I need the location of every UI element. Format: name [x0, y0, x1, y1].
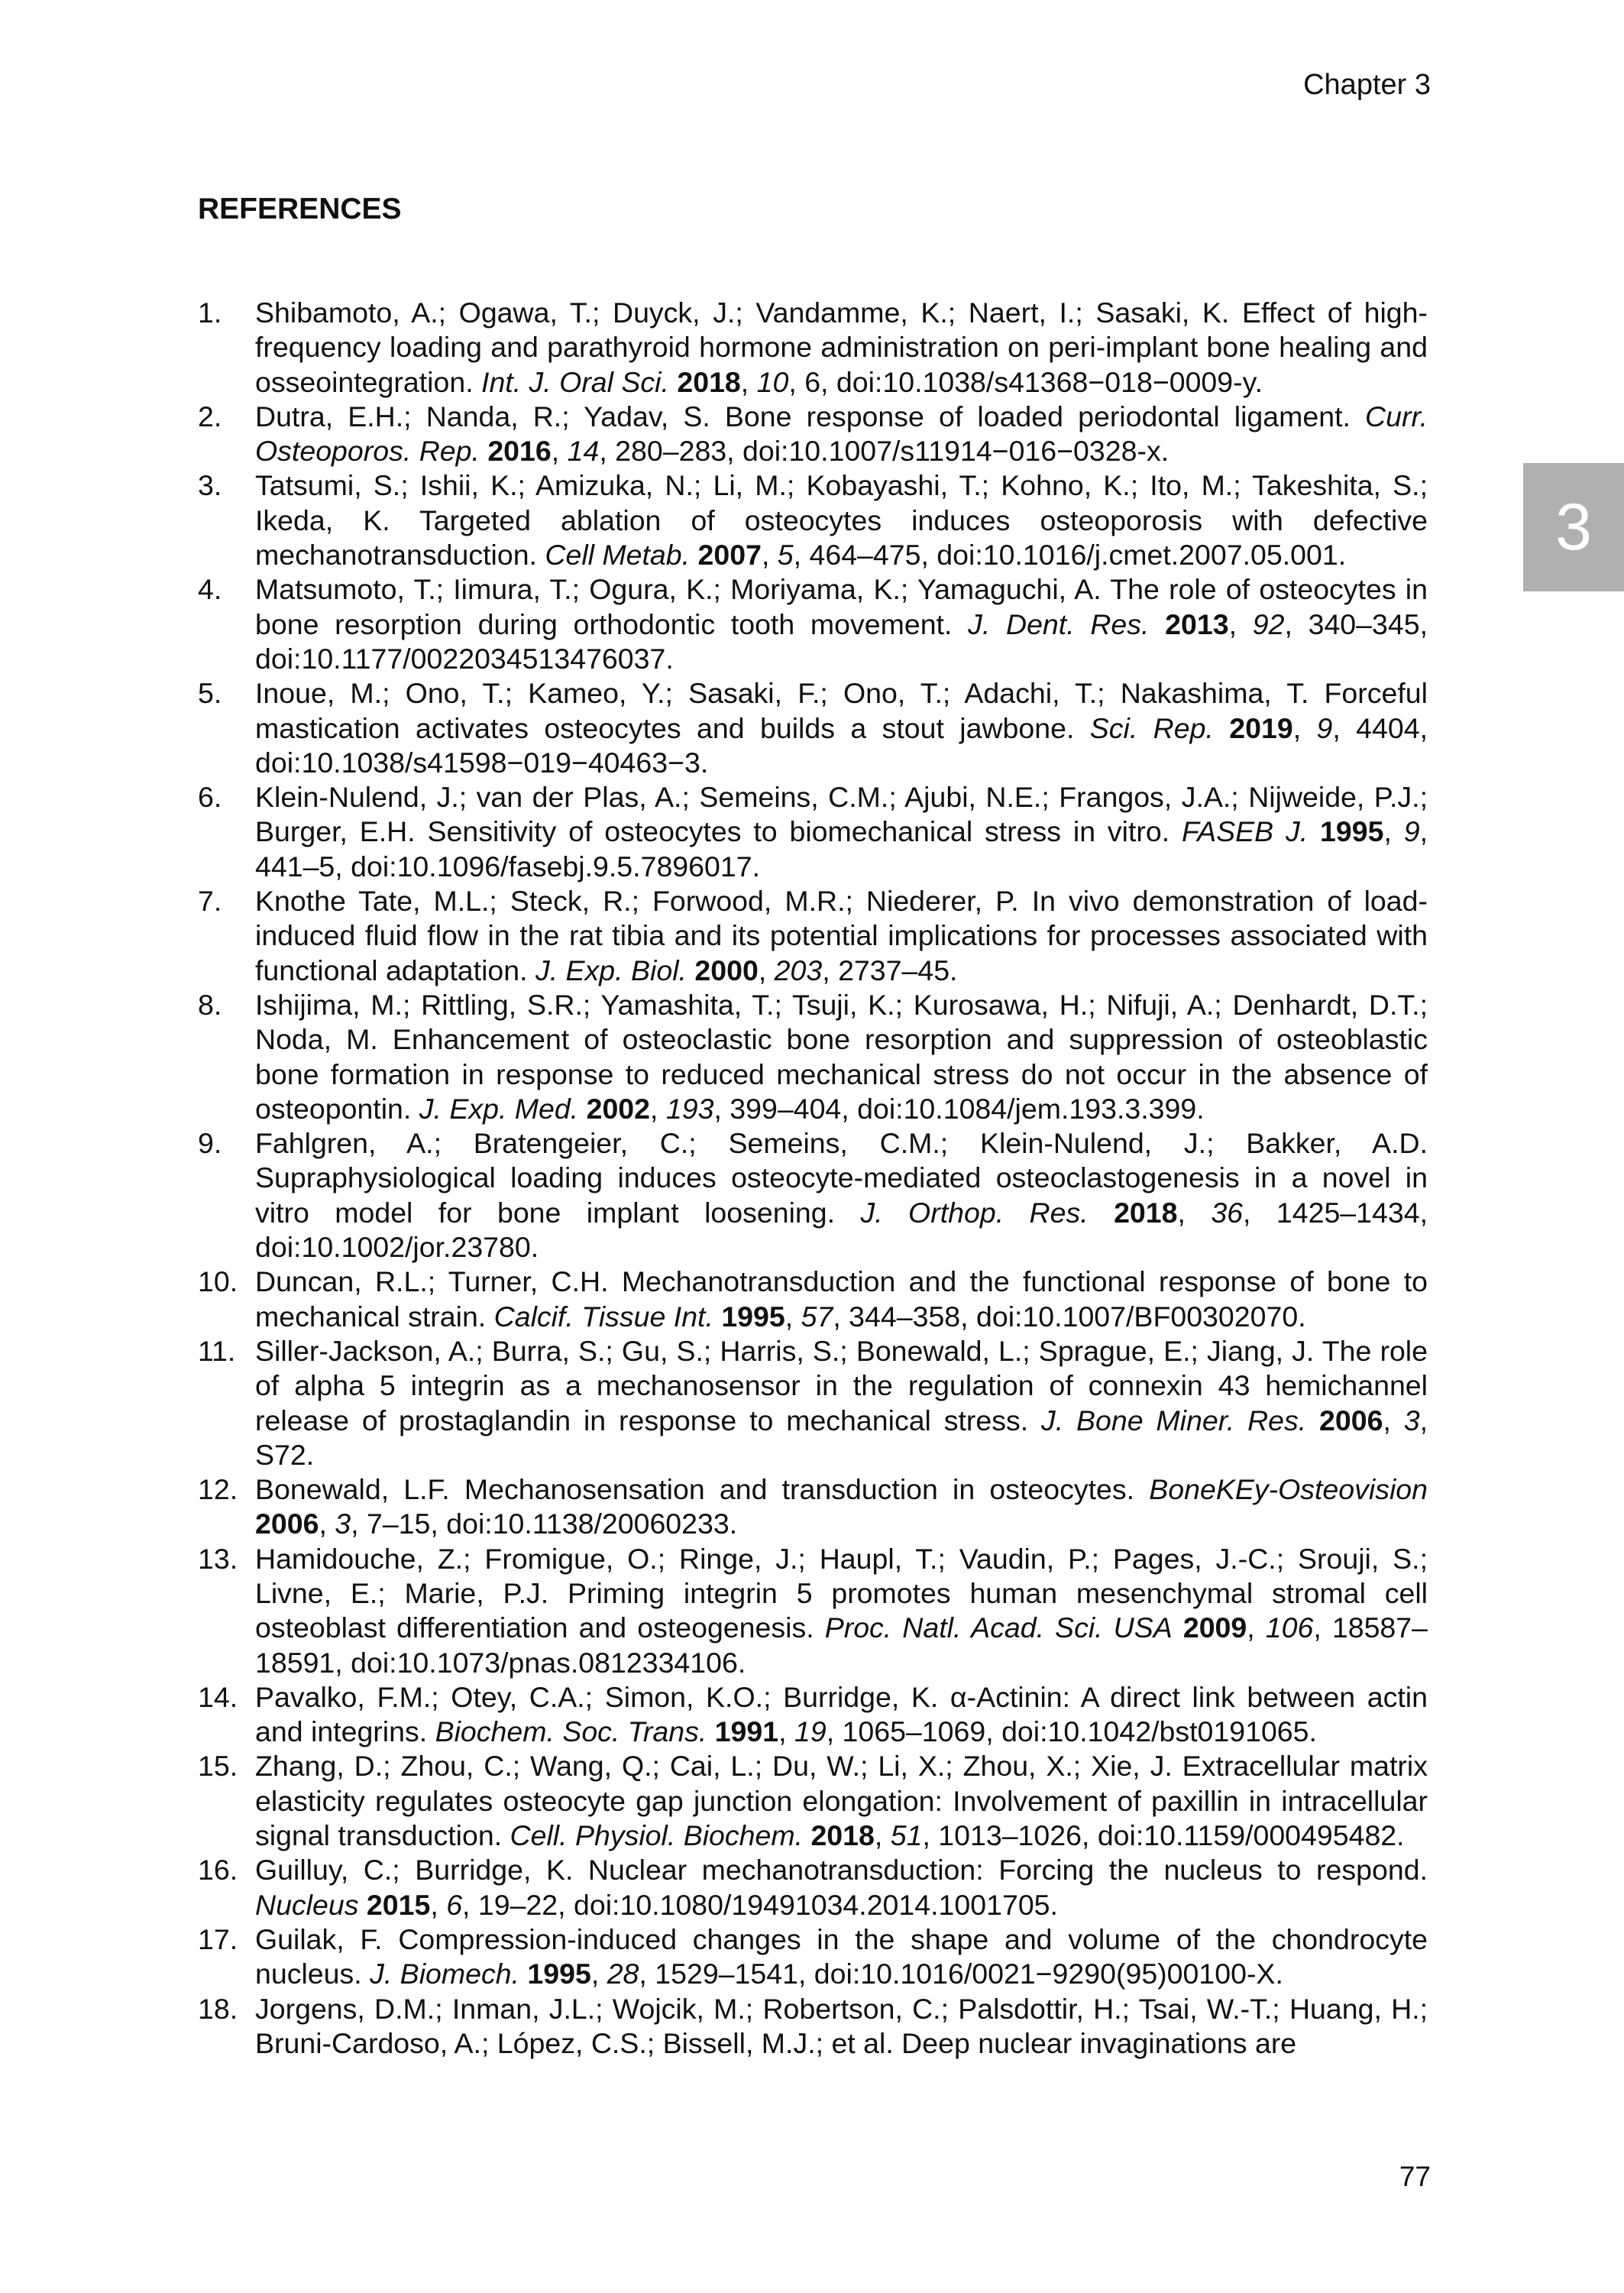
reference-journal-or-volume: J. Biomech.: [370, 1958, 519, 1990]
reference-segment: ,: [778, 1715, 794, 1748]
references-heading: REFERENCES: [198, 193, 402, 225]
reference-text: [255, 1334, 1428, 1472]
reference-journal-or-volume: 5: [777, 539, 794, 572]
reference-text: [255, 1265, 1428, 1334]
reference-segment: Guilluy, C.; Burridge, K. Nuclear mechanotransduction: Forcing the nucleus to respond.: [255, 1854, 1428, 1887]
reference-segment: ,: [1228, 607, 1253, 640]
reference-text: [255, 296, 1428, 400]
reference-year: 2007: [697, 539, 762, 572]
reference-item: [198, 676, 1428, 780]
reference-segment: , 1065–1069, doi:10.1042/bst0191065.: [826, 1715, 1317, 1748]
reference-year: 2002: [586, 1092, 651, 1125]
reference-item: [198, 1126, 1428, 1265]
reference-text: [255, 988, 1428, 1126]
reference-text: [255, 400, 1428, 469]
reference-text: [255, 780, 1428, 884]
reference-list: [198, 296, 1428, 2061]
reference-segment: ,: [874, 1819, 891, 1852]
reference-segment: , 1013–1026, doi:10.1159/000495482.: [922, 1819, 1405, 1852]
reference-segment: [358, 1889, 366, 1921]
reference-journal-or-volume: Sci. Rep.: [1089, 711, 1214, 744]
reference-journal-or-volume: Nucleus: [255, 1888, 359, 1921]
reference-text: [255, 1922, 1428, 1992]
reference-number: 16.: [198, 1854, 238, 1887]
reference-item: [198, 1680, 1428, 1750]
reference-text: [255, 1126, 1428, 1265]
reference-segment: ,: [740, 365, 757, 398]
reference-segment: Jorgens, D.M.; Inman, J.L.; Wojcik, M.; Robertson, C.; Palsdottir, H.; Tsai, W.-T.; Huang, H.; Bruni-Cardoso, A.; López, C.S.; Bissell, M.J.; et al. Deep nuclear invaginations are: [255, 1992, 1428, 2059]
reference-journal-or-volume: Curr. Osteoporos. Rep.: [255, 400, 1428, 468]
reference-journal-or-volume: Cell. Physiol. Biochem.: [510, 1819, 804, 1852]
reference-item: [198, 988, 1428, 1126]
reference-segment: , 1425–1434, doi:10.1002/jor.23780.: [255, 1196, 1428, 1264]
reference-text: [255, 1472, 1428, 1542]
reference-segment: ,: [761, 539, 778, 572]
reference-journal-or-volume: 92: [1252, 607, 1285, 640]
reference-segment: Zhang, D.; Zhou, C.; Wang, Q.; Cai, L.; Du, W.; Li, X.; Zhou, X.; Xie, J. Extracellular matrix elasticity regulates osteocyte gap junction elongation: Involvement of paxillin in intracellular signal transduction.: [255, 1750, 1428, 1852]
reference-segment: Dutra, E.H.; Nanda, R.; Yadav, S. Bone response of loaded periodontal ligament.: [255, 400, 1366, 432]
reference-year: 1995: [721, 1300, 785, 1333]
reference-segment: , 399–404, doi:10.1084/jem.193.3.399.: [713, 1092, 1205, 1125]
reference-journal-or-volume: 51: [890, 1819, 923, 1852]
reference-segment: [1308, 815, 1320, 847]
reference-journal-or-volume: 6: [446, 1888, 463, 1921]
reference-segment: ,: [1383, 1404, 1404, 1436]
reference-segment: , 4404, doi:10.1038/s41598−019−40463−3.: [255, 711, 1428, 779]
reference-segment: , 1529–1541, doi:10.1016/0021−9290(95)00100-X.: [639, 1958, 1283, 1990]
reference-segment: , 18587–18591, doi:10.1073/pnas.0812334106.: [255, 1611, 1428, 1679]
chapter-label: Chapter 3: [1303, 69, 1431, 101]
reference-year: 1991: [714, 1715, 779, 1748]
reference-journal-or-volume: 19: [794, 1715, 827, 1748]
reference-journal-or-volume: 14: [567, 435, 600, 468]
reference-segment: Siller-Jackson, A.; Burra, S.; Gu, S.; Harris, S.; Bonewald, L.; Sprague, E.; Jiang, J. The role of alpha 5 integrin as a mechanosensor in the regulation of connexin 43 hemichannel release of prostaglandin in response to mechanical stress.: [255, 1334, 1428, 1436]
reference-year: 2006: [255, 1508, 319, 1540]
reference-year: 2016: [487, 435, 552, 468]
reference-segment: ,: [1247, 1611, 1266, 1644]
reference-journal-or-volume: 3: [1403, 1404, 1420, 1436]
reference-text: [255, 1749, 1428, 1853]
reference-journal-or-volume: BoneKEy-Osteovision: [1149, 1473, 1428, 1506]
reference-segment: ,: [319, 1508, 335, 1540]
reference-segment: , 441–5, doi:10.1096/fasebj.9.5.7896017.: [255, 815, 1428, 883]
reference-number: 4.: [198, 573, 222, 606]
reference-number: 7.: [198, 885, 222, 918]
reference-journal-or-volume: 57: [801, 1300, 833, 1333]
reference-segment: Shibamoto, A.; Ogawa, T.; Duyck, J.; Vandamme, K.; Naert, I.; Sasaki, K. Effect of high-frequency loading and parathyroid hormone administration on peri-implant bone healing and osseointegration.: [255, 296, 1428, 398]
reference-journal-or-volume: J. Bone Miner. Res.: [1041, 1404, 1307, 1436]
reference-segment: Bonewald, L.F. Mechanosensation and transduction in osteocytes.: [255, 1473, 1150, 1506]
reference-year: 2013: [1165, 607, 1229, 640]
reference-segment: ,: [430, 1888, 447, 1921]
reference-segment: [707, 1715, 714, 1747]
reference-item: [198, 1542, 1428, 1680]
reference-text: [255, 468, 1428, 572]
reference-segment: [1089, 1197, 1114, 1229]
reference-segment: [1306, 1404, 1319, 1436]
reference-number: 12.: [198, 1473, 238, 1506]
reference-segment: [1214, 712, 1229, 744]
reference-journal-or-volume: Cell Metab.: [545, 539, 691, 572]
reference-text: [255, 884, 1428, 988]
reference-journal-or-volume: Proc. Natl. Acad. Sci. USA: [824, 1611, 1173, 1644]
reference-segment: , 6, doi:10.1038/s41368−018−0009-y.: [788, 365, 1263, 398]
reference-number: 8.: [198, 988, 222, 1021]
reference-segment: [713, 1300, 721, 1333]
reference-year: 2018: [1114, 1196, 1178, 1229]
reference-journal-or-volume: 193: [665, 1092, 714, 1125]
reference-segment: Klein-Nulend, J.; van der Plas, A.; Semeins, C.M.; Ajubi, N.E.; Frangos, J.A.; Nijweide, P.J.; Burger, E.H. Sensitivity of osteocytes to biomechanical stress in vitro.: [255, 781, 1428, 848]
reference-journal-or-volume: J. Exp. Med.: [419, 1092, 579, 1125]
reference-segment: [687, 954, 694, 986]
reference-segment: Inoue, M.; Ono, T.; Kameo, Y.; Sasaki, F.; Ono, T.; Adachi, T.; Nakashima, T. Forceful mastication activates osteocytes and builds a stout jawbone.: [255, 677, 1428, 744]
reference-segment: [1173, 1611, 1183, 1644]
reference-year: 1995: [527, 1958, 591, 1990]
reference-number: 11.: [198, 1334, 236, 1367]
reference-journal-or-volume: 9: [1403, 815, 1420, 848]
reference-text: [255, 1992, 1428, 2061]
reference-segment: Guilak, F. Compression-induced changes in the shape and volume of the chondrocyte nucleus.: [255, 1922, 1428, 1990]
reference-year: 2009: [1182, 1611, 1247, 1644]
reference-segment: , 340–345, doi:10.1177/0022034513476037.: [255, 607, 1428, 675]
reference-segment: Knothe Tate, M.L.; Steck, R.; Forwood, M.R.; Niederer, P. In vivo demonstration of load-induced fluid flow in the rat tibia and its potential implications for processes associated with functional adaptation.: [255, 885, 1428, 986]
reference-text: [255, 1680, 1428, 1750]
reference-number: 18.: [198, 1992, 238, 2025]
reference-number: 3.: [198, 469, 222, 502]
reference-number: 1.: [198, 296, 222, 329]
reference-segment: Fahlgren, A.; Bratengeier, C.; Semeins, C.M.; Klein-Nulend, J.; Bakker, A.D. Supraphysiological loading induces osteocyte-mediated osteoclastogenesis in a novel in vitro model for bone implant loosening.: [255, 1127, 1428, 1229]
reference-journal-or-volume: 9: [1316, 711, 1333, 744]
page-number: 77: [1399, 2161, 1431, 2192]
reference-number: 9.: [198, 1127, 222, 1160]
reference-item: [198, 1334, 1428, 1472]
reference-journal-or-volume: J. Dent. Res.: [968, 607, 1150, 640]
reference-segment: , 344–358, doi:10.1007/BF00302070.: [833, 1300, 1306, 1333]
reference-segment: ,: [1177, 1196, 1212, 1229]
reference-segment: Matsumoto, T.; Iimura, T.; Ogura, K.; Moriyama, K.; Yamaguchi, A. The role of osteocytes in bone resorption during orthodontic tooth movement.: [255, 573, 1428, 640]
reference-segment: ,: [1383, 815, 1404, 848]
reference-journal-or-volume: 28: [607, 1958, 639, 1990]
reference-segment: Tatsumi, S.; Ishii, K.; Amizuka, N.; Li, M.; Kobayashi, T.; Kohno, K.; Ito, M.; Takeshita, S.; Ikeda, K. Targeted ablation of osteocytes induces osteoporosis with defective mechanotransduction.: [255, 469, 1428, 572]
reference-segment: [480, 435, 487, 467]
reference-journal-or-volume: Int. J. Oral Sci.: [481, 365, 669, 398]
reference-year: 2015: [366, 1888, 431, 1921]
reference-journal-or-volume: Calcif. Tissue Int.: [493, 1300, 713, 1333]
reference-number: 17.: [198, 1922, 238, 1955]
reference-segment: ,: [650, 1092, 666, 1125]
reference-segment: Duncan, R.L.; Turner, C.H. Mechanotransduction and the functional response of bone to mechanical strain.: [255, 1265, 1428, 1333]
reference-journal-or-volume: J. Orthop. Res.: [860, 1196, 1089, 1229]
reference-journal-or-volume: 10: [756, 365, 789, 398]
reference-year: 2006: [1319, 1404, 1383, 1436]
reference-year: 2000: [694, 954, 759, 986]
reference-segment: [690, 539, 697, 571]
reference-segment: ,: [551, 435, 568, 468]
reference-journal-or-volume: 36: [1211, 1196, 1244, 1229]
reference-segment: [803, 1819, 810, 1851]
reference-item: [198, 1472, 1428, 1542]
reference-segment: , 19–22, doi:10.1080/19491034.2014.1001705.: [462, 1888, 1058, 1921]
reference-item: [198, 1922, 1428, 1992]
reference-segment: , 280–283, doi:10.1007/s11914−016−0328-x.: [599, 435, 1169, 468]
reference-segment: , S72.: [255, 1404, 1428, 1471]
reference-item: [198, 400, 1428, 469]
reference-segment: [578, 1093, 586, 1125]
reference-journal-or-volume: 106: [1265, 1611, 1314, 1644]
reference-item: [198, 780, 1428, 884]
reference-journal-or-volume: Biochem. Soc. Trans.: [435, 1715, 707, 1748]
reference-year: 2018: [810, 1819, 875, 1852]
reference-text: [255, 676, 1428, 780]
reference-journal-or-volume: J. Exp. Biol.: [535, 954, 687, 986]
reference-segment: Hamidouche, Z.; Fromigue, O.; Ringe, J.; Haupl, T.; Vaudin, P.; Pages, J.-C.; Srouji, S.; Livne, E.; Marie, P.J. Priming integrin 5 promotes human mesenchymal stromal cell osteoblast differentiation and osteogenesis.: [255, 1542, 1428, 1644]
reference-number: 10.: [198, 1265, 238, 1298]
reference-item: [198, 572, 1428, 676]
reference-number: 15.: [198, 1750, 238, 1783]
reference-segment: [1149, 608, 1165, 640]
reference-item: [198, 1749, 1428, 1853]
reference-number: 13.: [198, 1542, 238, 1575]
reference-segment: Ishijima, M.; Rittling, S.R.; Yamashita, T.; Tsuji, K.; Kurosawa, H.; Nifuji, A.; Denhardt, D.T.; Noda, M. Enhancement of osteoclastic bone resorption and suppression of osteoblastic bone formation in response to reduced mechanical stress do not occur in the absence of osteopontin.: [255, 988, 1428, 1125]
reference-segment: Pavalko, F.M.; Otey, C.A.; Simon, K.O.; Burridge, K. α-Actinin: A direct link between actin and integrins.: [255, 1680, 1428, 1748]
reference-number: 14.: [198, 1680, 238, 1713]
reference-item: [198, 296, 1428, 400]
reference-item: [198, 1992, 1428, 2061]
reference-number: 6.: [198, 781, 222, 814]
reference-year: 1995: [1320, 815, 1384, 848]
reference-segment: [519, 1958, 527, 1990]
reference-text: [255, 1542, 1428, 1680]
reference-journal-or-volume: 3: [335, 1508, 351, 1540]
reference-year: 2019: [1229, 711, 1293, 744]
reference-segment: ,: [590, 1958, 607, 1990]
reference-journal-or-volume: 203: [774, 954, 823, 986]
reference-number: 5.: [198, 677, 222, 710]
reference-segment: ,: [785, 1300, 801, 1333]
reference-segment: ,: [758, 954, 775, 986]
reference-text: [255, 572, 1428, 676]
reference-segment: , 464–475, doi:10.1016/j.cmet.2007.05.001.: [793, 539, 1347, 572]
reference-item: [198, 1265, 1428, 1334]
reference-item: [198, 884, 1428, 988]
chapter-tab: 3: [1523, 463, 1624, 591]
reference-segment: [669, 366, 677, 398]
reference-segment: ,: [1292, 711, 1317, 744]
reference-journal-or-volume: FASEB J.: [1182, 815, 1309, 848]
reference-year: 2018: [677, 365, 741, 398]
reference-segment: , 7–15, doi:10.1138/20060233.: [351, 1508, 738, 1540]
reference-segment: , 2737–45.: [822, 954, 958, 986]
reference-item: [198, 1853, 1428, 1922]
reference-number: 2.: [198, 400, 222, 432]
reference-text: [255, 1853, 1428, 1922]
reference-item: [198, 468, 1428, 572]
